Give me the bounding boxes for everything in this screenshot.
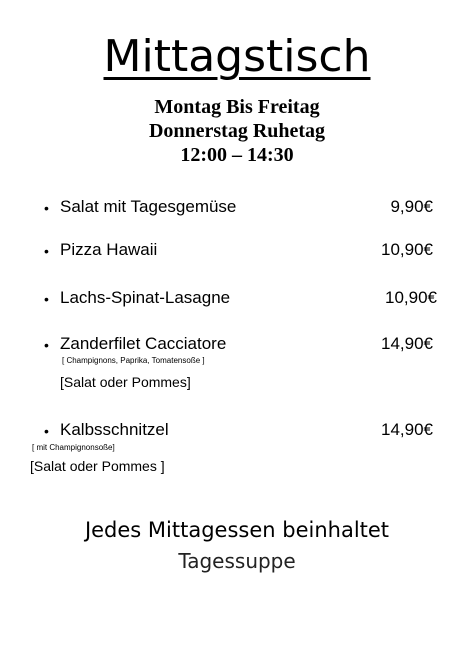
menu-item-name: Zanderfilet Cacciatore (60, 334, 227, 353)
bullet-icon: • (44, 243, 49, 259)
menu-item-price: 10,90€ (381, 240, 433, 259)
opening-days: Montag Bis Freitag (154, 96, 320, 118)
menu-item-price: 10,90€ (385, 288, 437, 307)
menu-item-name: Kalbsschnitzel (60, 420, 169, 439)
menu-item-price: 14,90€ (381, 420, 433, 439)
menu-item-note: [ mit Champignonsoße] (32, 443, 115, 452)
bullet-icon: • (44, 423, 49, 439)
menu-title: Mittagstisch (103, 31, 371, 82)
menu-item-side: [Salat oder Pommes] (60, 374, 191, 390)
menu-item-price: 9,90€ (390, 197, 433, 216)
footer-soup: Tagessuppe (178, 549, 296, 573)
bullet-icon: • (44, 291, 49, 307)
menu-item-note: [ Champignons, Paprika, Tomatensoße ] (62, 356, 205, 365)
menu-item-side: [Salat oder Pommes ] (30, 458, 165, 474)
opening-hours: 12:00 – 14:30 (180, 144, 294, 166)
bullet-icon: • (44, 200, 49, 216)
menu-item-name: Salat mit Tagesgemüse (60, 197, 237, 216)
menu-item-name: Pizza Hawaii (60, 240, 158, 259)
menu-item-price: 14,90€ (381, 334, 433, 353)
menu-item-name: Lachs-Spinat-Lasagne (60, 288, 231, 307)
bullet-icon: • (44, 337, 49, 353)
footer-includes: Jedes Mittagessen beinhaltet (84, 518, 390, 542)
closed-day: Donnerstag Ruhetag (148, 120, 326, 142)
